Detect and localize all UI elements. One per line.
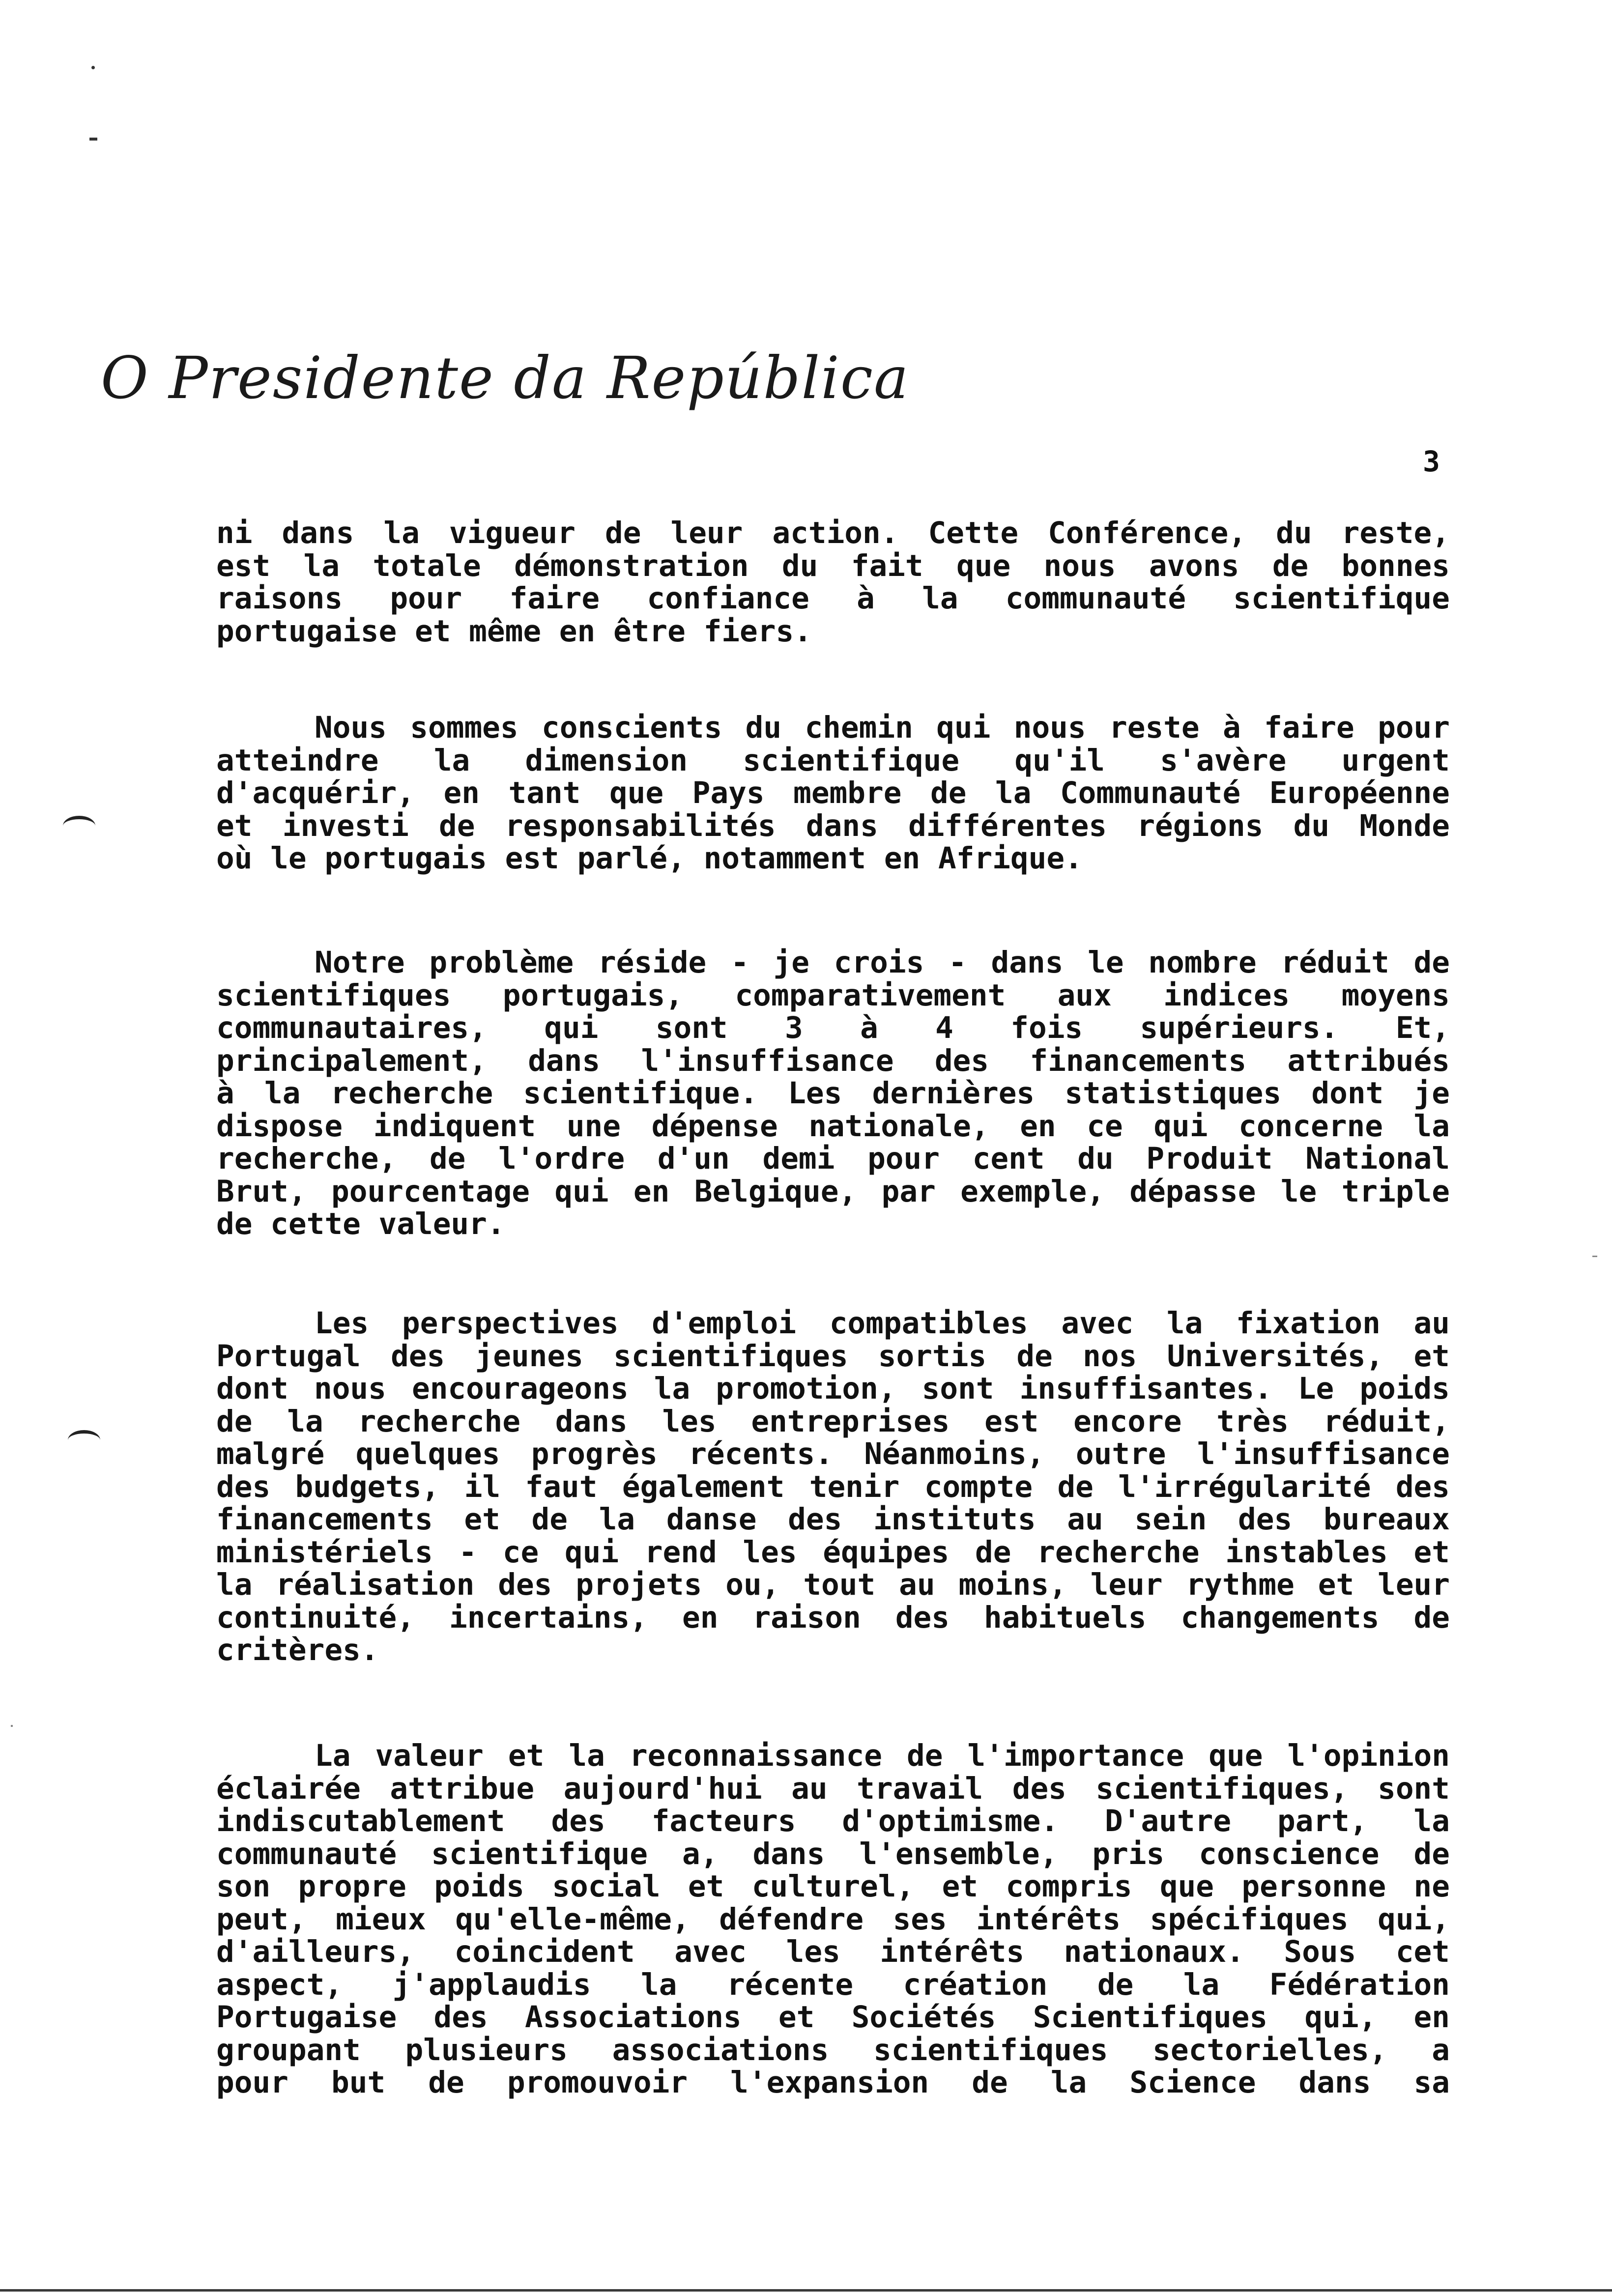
text-line: peut, mieux qu'elle-même, défendre ses intérêts spécifiques qui, xyxy=(216,1901,1450,1937)
text-line: à la recherche scientifique. Les dernières statistiques dont je xyxy=(216,1076,1450,1111)
paragraph xyxy=(216,1307,1450,1667)
scan-speck xyxy=(1592,1256,1597,1257)
text-line: indiscutablement des facteurs d'optimisme. D'autre part, la xyxy=(216,1804,1450,1838)
text-line: communauté scientifique a, dans l'ensemble, pris conscience de xyxy=(216,1836,1450,1871)
text-line: de cette valeur. xyxy=(216,1206,505,1241)
text-line: communautaires, qui sont 3 à 4 fois supérieurs. Et, xyxy=(216,1010,1450,1045)
text-line: atteindre la dimension scientifique qu'il s'avère urgent xyxy=(216,743,1450,778)
text-line: Brut, pourcentage qui en Belgique, par exemple, dépasse le triple xyxy=(216,1174,1450,1209)
text-line: Notre problème réside - je crois - dans le nombre réduit de xyxy=(315,945,1450,980)
margin-mark xyxy=(63,816,95,836)
text-line: de la recherche dans les entreprises est encore très réduit, xyxy=(216,1404,1450,1439)
text-line: continuité, incertains, en raison des habituels changements de xyxy=(216,1600,1450,1635)
letterhead: O Presidente da República xyxy=(101,344,910,412)
text-line: et investi de responsabilités dans différentes régions du Monde xyxy=(216,808,1450,843)
scan-speck xyxy=(11,1725,13,1727)
text-line: aspect, j'applaudis la récente création de la Fédération xyxy=(216,1967,1450,2002)
margin-mark xyxy=(68,1430,100,1450)
text-line: d'ailleurs, coincident avec les intérêts nationaux. Sous cet xyxy=(216,1934,1450,1969)
scan-speck xyxy=(89,138,97,141)
text-line: des budgets, il faut également tenir compte de l'irrégularité des xyxy=(216,1469,1450,1504)
text-line: raisons pour faire confiance à la communauté scientifique xyxy=(216,581,1450,616)
scan-speck xyxy=(91,66,95,69)
text-line: critères. xyxy=(216,1633,379,1667)
text-line: d'acquérir, en tant que Pays membre de la Communauté Européenne xyxy=(216,775,1450,810)
text-line: la réalisation des projets ou, tout au moins, leur rythme et leur xyxy=(216,1567,1450,1602)
text-line: son propre poids social et culturel, et compris que personne ne xyxy=(216,1869,1450,1904)
text-line: où le portugais est parlé, notamment en Afrique. xyxy=(216,841,1083,876)
text-line: dispose indiquent une dépense nationale, en ce qui concerne la xyxy=(216,1108,1450,1144)
text-line: ni dans la vigueur de leur action. Cette Conférence, du reste, xyxy=(216,516,1450,550)
text-line: dont nous encourageons la promotion, sont insuffisantes. Le poids xyxy=(216,1371,1450,1406)
page-edge-rule xyxy=(0,2289,1612,2292)
text-line: malgré quelques progrès récents. Néanmoins, outre l'insuffisance xyxy=(216,1436,1450,1471)
text-line: éclairée attribue aujourd'hui au travail des scientifiques, sont xyxy=(216,1771,1450,1806)
text-line: groupant plusieurs associations scientifiques sectorielles, a xyxy=(216,2032,1450,2067)
text-line: Nous sommes conscients du chemin qui nous reste à faire pour xyxy=(315,710,1450,745)
text-line: ministériels - ce qui rend les équipes de recherche instables et xyxy=(216,1534,1450,1570)
paragraph xyxy=(216,947,1450,1241)
page-number: 3 xyxy=(1423,445,1440,478)
text-line: recherche, de l'ordre d'un demi pour cent du Produit National xyxy=(216,1141,1450,1176)
text-line: principalement, dans l'insuffisance des financements attribués xyxy=(216,1043,1450,1078)
text-line: financements et de la danse des instituts au sein des bureaux xyxy=(216,1502,1450,1537)
text-line: est la totale démonstration du fait que nous avons de bonnes xyxy=(216,548,1450,583)
text-line: portugaise et même en être fiers. xyxy=(216,613,812,649)
paragraph xyxy=(216,1740,1450,2099)
text-line: Les perspectives d'emploi compatibles avec la fixation au xyxy=(315,1306,1450,1341)
paragraph xyxy=(216,517,1450,648)
text-line: Portugal des jeunes scientifiques sortis de nos Universités, et xyxy=(216,1338,1450,1374)
text-line: La valeur et la reconnaissance de l'importance que l'opinion xyxy=(315,1738,1450,1773)
text-line: scientifiques portugais, comparativement aux indices moyens xyxy=(216,977,1450,1013)
paragraph xyxy=(216,712,1450,875)
text-line: Portugaise des Associations et Sociétés Scientifiques qui, en xyxy=(216,2000,1450,2035)
text-line: pour but de promouvoir l'expansion de la Science dans sa xyxy=(216,2065,1450,2100)
